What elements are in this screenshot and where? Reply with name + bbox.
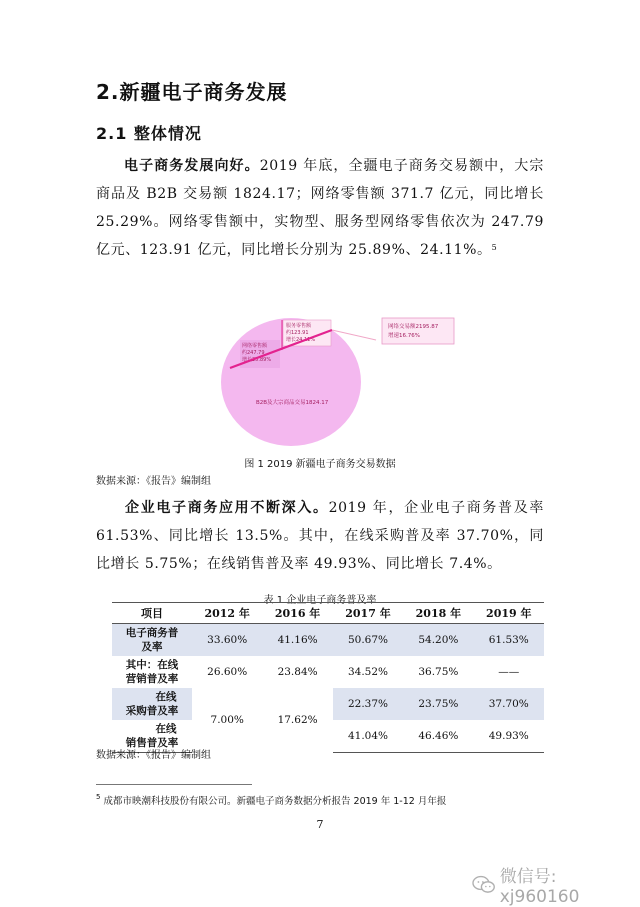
label-physical-3: 增长25.89% [242, 357, 272, 363]
table-cell: 49.93% [474, 720, 544, 753]
table-cell: 46.46% [403, 720, 473, 753]
figure-caption: 图 1 2019 新疆电子商务交易数据 [244, 459, 396, 470]
header-2016: 2016 年 [262, 603, 332, 624]
table-cell: 41.16% [277, 634, 318, 646]
row-label: 其中：在线 营销普及率 [125, 659, 179, 685]
label-physical-2: 约247.79 [242, 350, 265, 356]
wechat-icon [472, 875, 496, 895]
figure-source: 数据来源：《报告》编制组 [96, 476, 211, 487]
table-source: 数据来源：《报告》编制组 [96, 750, 211, 761]
label-online-2: 增速16.76% [388, 333, 420, 339]
footnote-text: 成都市映潮科技股份有限公司。新疆电子商务数据分析报告 2019 年 1-12 月年报 [103, 796, 447, 807]
header-2019: 2019 年 [474, 603, 544, 624]
ecommerce-pie-figure [96, 300, 544, 450]
table-cell: —— [498, 666, 520, 678]
section-title: 2.新疆电子商务发展 [96, 80, 288, 104]
paragraph-enterprise [96, 494, 544, 578]
watermark [472, 862, 640, 907]
row-label: 电子商务普 及率 [125, 627, 179, 653]
paragraph-overall [96, 152, 544, 264]
page-number: 7 [316, 818, 324, 831]
header-2018: 2018 年 [403, 603, 473, 624]
table-header-row [112, 603, 544, 624]
table-cell: 33.60% [207, 634, 248, 646]
table-row [112, 656, 544, 688]
label-service-2: 约123.91 [286, 330, 309, 336]
row-label: 在线 采购普及率 [112, 688, 192, 720]
paragraph-text: 2019 年底，全疆电子商务交易额中，大宗商品及 B2B 交易额 1824.17；网络零售额 371.7 亿元，同比增长 25.29%。网络零售额中，实物型、服务型网络零售依次为 247.79 亿元、123.91 亿元，同比增长分别为 25.89%、24.11%。 [96, 158, 544, 258]
header-2012: 2012 年 [192, 603, 262, 624]
paragraph-lead-2: 企业电子商务应用不断深入。 [124, 500, 329, 516]
footnote [96, 793, 446, 807]
table-cell: 23.84% [277, 666, 318, 678]
table-caption: 表 1 企业电子商务普及率 [263, 595, 377, 606]
pie-chart [96, 300, 544, 450]
paragraph-lead: 电子商务发展向好。 [124, 158, 260, 174]
watermark-text: 微信号: xj960160 [499, 867, 580, 907]
table-cell: 36.75% [418, 666, 459, 678]
label-online-1: 网络交易额2195.87 [388, 324, 439, 330]
table-cell-merged: 7.00% [192, 688, 262, 753]
table-cell: 23.75% [403, 688, 473, 720]
online-total-box [382, 318, 454, 344]
table-cell: 22.37% [333, 688, 403, 720]
label-b2b: B2B及大宗商品交易1824.17 [256, 400, 329, 406]
header-item: 项目 [112, 603, 192, 624]
subsection-title: 2.1 整体情况 [96, 124, 202, 143]
table-row [112, 688, 544, 720]
label-service-1: 服务零售额 [286, 323, 312, 329]
row-label: 在线 销售普及率 [112, 720, 192, 753]
ecommerce-rate-table [112, 602, 544, 753]
table-cell: 50.67% [347, 634, 388, 646]
table-row [112, 624, 544, 657]
label-physical-1: 网络零售额 [242, 343, 268, 349]
table-cell: 34.52% [347, 666, 388, 678]
label-service-3: 增长24.11% [286, 337, 316, 343]
table-cell: 54.20% [418, 634, 459, 646]
table-cell-merged: 17.62% [262, 688, 332, 753]
table-cell: 61.53% [488, 634, 529, 646]
footnote-number: 5 [96, 793, 101, 801]
table-cell: 26.60% [207, 666, 248, 678]
paragraph-text-2: 2019 年，企业电子商务普及率 61.53%、同比增长 13.5%。其中，在线采购普及率 37.70%，同比增长 5.75%；在线销售普及率 49.93%、同比增长 7.4%。 [96, 500, 544, 572]
table-cell: 41.04% [333, 720, 403, 753]
footnote-ref[interactable]: 5 [491, 243, 498, 252]
table-cell: 37.70% [474, 688, 544, 720]
header-2017: 2017 年 [333, 603, 403, 624]
footnote-divider [96, 784, 252, 785]
